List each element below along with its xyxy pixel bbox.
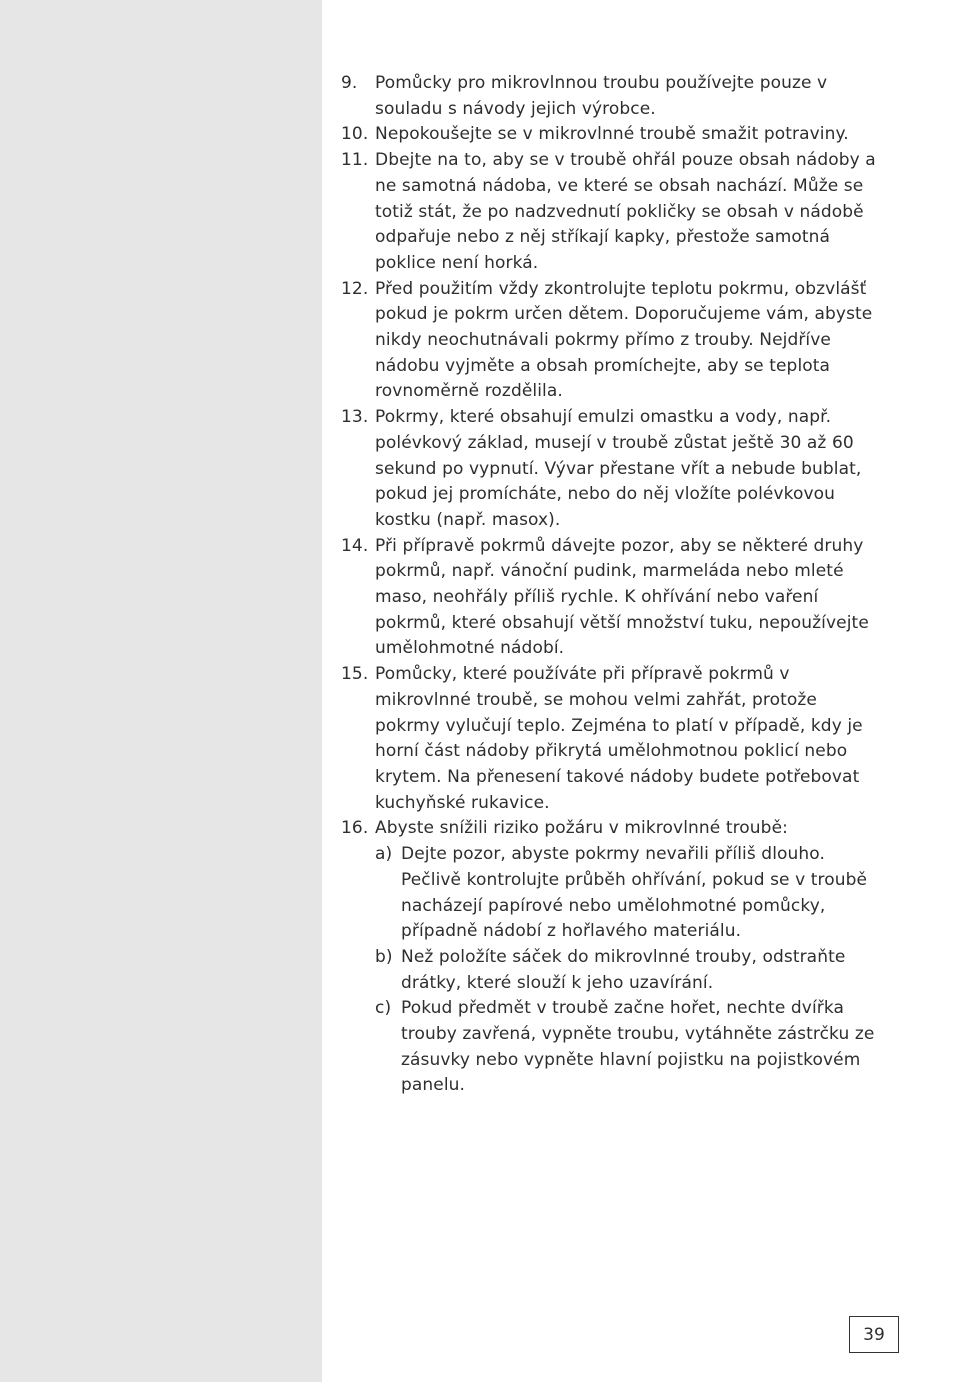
list-item xyxy=(341,662,886,816)
item-number: 16. xyxy=(341,818,369,839)
list-item xyxy=(341,71,886,122)
sub-list-item xyxy=(375,842,886,945)
item-text: Před použitím vždy zkontrolujte teplotu pokrmu, obzvlášť pokud je pokrm určen dětem. Doporučujeme vám, abyste nikdy neochutnávali pokrmy přímo z trouby. Nejdříve nádobu vyjměte a obsah promíchejte, aby se teplota rovnoměrně rozdělila. xyxy=(375,278,873,402)
page-number-box xyxy=(849,1316,899,1353)
instruction-list xyxy=(341,71,886,1099)
list-item xyxy=(341,148,886,277)
item-number: 12. xyxy=(341,278,369,299)
item-text: Pomůcky, které používáte při přípravě pokrmů v mikrovlnné troubě, se mohou velmi zahřát, protože pokrmy vylučují teplo. Zejména to platí v případě, kdy je horní část nádoby přikrytá umělohmotnou poklicí nebo krytem. Na přenesení takové nádoby budete potřebovat kuchyňské rukavice. xyxy=(375,664,863,813)
item-number: 10. xyxy=(341,124,369,145)
page-number: 39 xyxy=(863,1324,885,1345)
sub-list xyxy=(375,842,886,1099)
sub-item-text: Než položíte sáček do mikrovlnné trouby, odstraňte drátky, které slouží k jeho uzavírání. xyxy=(401,946,846,993)
item-text: Nepokoušejte se v mikrovlnné troubě smažit potraviny. xyxy=(375,124,849,145)
sub-item-marker: b) xyxy=(375,946,393,967)
item-number: 9. xyxy=(341,73,358,93)
sub-item-text: Dejte pozor, abyste pokrmy nevařili příliš dlouho. Pečlivě kontrolujte průběh ohřívání, pokud se v troubě nacházejí papírové nebo umělohmotné pomůcky, případně nádobí z hořlavého materiálu. xyxy=(401,844,868,942)
sub-item-text: Pokud předmět v troubě začne hořet, nechte dvířka trouby zavřená, vypněte troubu, vytáhněte zástrčku ze zásuvky nebo vypněte hlavní pojistku na pojistkovém panelu. xyxy=(401,998,875,1096)
item-text: Dbejte na to, aby se v troubě ohřál pouze obsah nádoby a ne samotná nádoba, ve které se obsah nachází. Může se totiž stát, že po nadzvednutí pokličky se obsah v nádobě odpařuje nebo z něj stříkají kapky, přestože samotná poklice není horká. xyxy=(375,150,876,273)
item-number: 13. xyxy=(341,407,369,428)
sub-list-item xyxy=(375,945,886,996)
list-item xyxy=(341,122,886,148)
instruction-list-section xyxy=(341,71,886,1099)
sub-list-item xyxy=(375,996,886,1099)
sub-item-marker: a) xyxy=(375,844,393,865)
item-number: 14. xyxy=(341,535,369,556)
item-text: Při přípravě pokrmů dávejte pozor, aby se některé druhy pokrmů, např. vánoční pudink, marmeláda nebo mleté maso, neohřály příliš rychle. K ohřívání nebo vaření pokrmů, které obsahují větší množství tuku, nepoužívejte umělohmotné nádobí. xyxy=(375,535,869,659)
item-number: 15. xyxy=(341,664,369,685)
item-text: Abyste snížili riziko požáru v mikrovlnné troubě: xyxy=(375,818,788,839)
list-item xyxy=(341,405,886,534)
list-item xyxy=(341,277,886,406)
sub-item-marker: c) xyxy=(375,998,392,1019)
item-text: Pomůcky pro mikrovlnnou troubu používejte pouze v souladu s návody jejich výrobce. xyxy=(375,73,828,119)
item-number: 11. xyxy=(341,150,369,171)
left-margin-band xyxy=(0,0,322,1382)
list-item xyxy=(341,534,886,663)
item-body xyxy=(375,816,886,1099)
list-item xyxy=(341,816,886,1099)
item-text: Pokrmy, které obsahují emulzi omastku a vody, např. polévkový základ, musejí v troubě zůstat ještě 30 až 60 sekund po vypnutí. Vývar přestane vřít a nebude bublat, pokud jej promícháte, nebo do něj vložíte polévkovou kostku (např. masox). xyxy=(375,407,862,530)
